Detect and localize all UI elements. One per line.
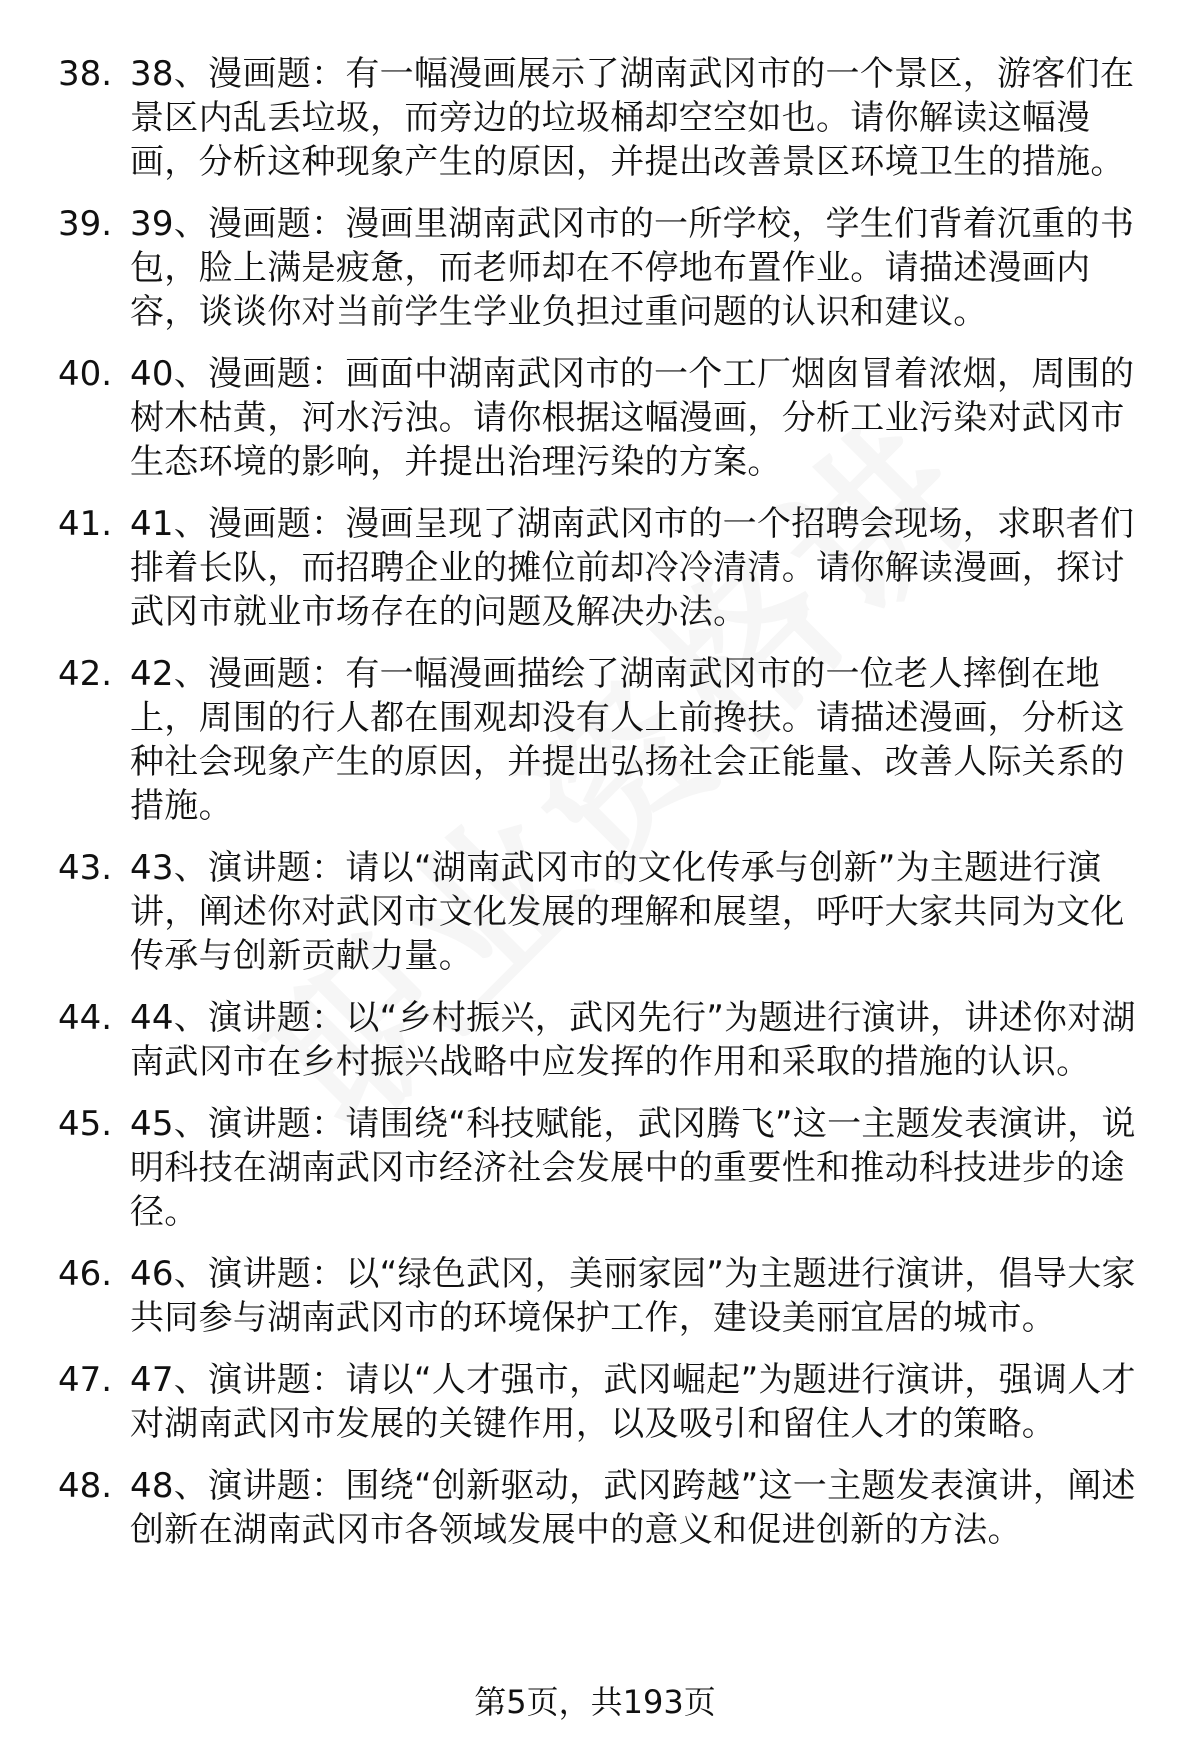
- question-number: 44.: [58, 998, 113, 1038]
- list-item-45: [0, 1102, 1190, 1234]
- question-number: 42.: [58, 654, 113, 694]
- list-item-44: [0, 996, 1190, 1084]
- question-text: 44、演讲题：以“乡村振兴，武冈先行”为题进行演讲，讲述你对湖南武冈市在乡村振兴战略中应发挥的作用和采取的措施的认识。: [130, 998, 1136, 1082]
- question-list: [0, 52, 1190, 1570]
- question-number: 43.: [58, 848, 113, 888]
- list-item-46: [0, 1252, 1190, 1340]
- question-text: 46、演讲题：以“绿色武冈，美丽家园”为主题进行演讲，倡导大家共同参与湖南武冈市的环境保护工作，建设美丽宜居的城市。: [130, 1254, 1136, 1338]
- page-number: 第5页，共193页: [474, 1683, 716, 1721]
- question-text: 42、漫画题：有一幅漫画描绘了湖南武冈市的一位老人摔倒在地上，周围的行人都在围观却没有人上前搀扶。请描述漫画，分析这种社会现象产生的原因，并提出弘扬社会正能量、改善人际关系的措施。: [130, 654, 1125, 826]
- question-text: 38、漫画题：有一幅漫画展示了湖南武冈市的一个景区，游客们在景区内乱丢垃圾，而旁边的垃圾桶却空空如也。请你解读这幅漫画，分析这种现象产生的原因，并提出改善景区环境卫生的措施。: [130, 54, 1135, 182]
- question-number: 47.: [58, 1360, 113, 1400]
- question-text: 41、漫画题：漫画呈现了湖南武冈市的一个招聘会现场，求职者们排着长队，而招聘企业的摊位前却冷冷清清。请你解读漫画，探讨武冈市就业市场存在的问题及解决办法。: [130, 504, 1135, 632]
- question-text: 47、演讲题：请以“人才强市，武冈崛起”为题进行演讲，强调人才对湖南武冈市发展的关键作用，以及吸引和留住人才的策略。: [130, 1360, 1136, 1444]
- list-item-39: [0, 202, 1190, 334]
- question-text: 45、演讲题：请围绕“科技赋能，武冈腾飞”这一主题发表演讲，说明科技在湖南武冈市经济社会发展中的重要性和推动科技进步的途径。: [130, 1104, 1136, 1232]
- question-number: 41.: [58, 504, 113, 544]
- question-text: 39、漫画题：漫画里湖南武冈市的一所学校，学生们背着沉重的书包，脸上满是疲惫，而老师却在不停地布置作业。请描述漫画内容，谈谈你对当前学生学业负担过重问题的认识和建议。: [130, 204, 1135, 332]
- question-number: 39.: [58, 204, 113, 244]
- list-item-43: [0, 846, 1190, 978]
- list-item-47: [0, 1358, 1190, 1446]
- question-number: 40.: [58, 354, 113, 394]
- list-item-42: [0, 652, 1190, 828]
- question-text: 40、漫画题：画面中湖南武冈市的一个工厂烟囱冒着浓烟，周围的树木枯黄，河水污浊。请你根据这幅漫画，分析工业污染对武冈市生态环境的影响，并提出治理污染的方案。: [130, 354, 1135, 482]
- question-number: 45.: [58, 1104, 113, 1144]
- question-text: 43、演讲题：请以“湖南武冈市的文化传承与创新”为主题进行演讲，阐述你对武冈市文化发展的理解和展望，呼吁大家共同为文化传承与创新贡献力量。: [130, 848, 1125, 976]
- list-item-41: [0, 502, 1190, 634]
- list-item-40: [0, 352, 1190, 484]
- question-number: 46.: [58, 1254, 113, 1294]
- question-number: 38.: [58, 54, 113, 94]
- question-number: 48.: [58, 1466, 113, 1506]
- question-text: 48、演讲题：围绕“创新驱动，武冈跨越”这一主题发表演讲，阐述创新在湖南武冈市各领域发展中的意义和促进创新的方法。: [130, 1466, 1136, 1550]
- list-item-38: [0, 52, 1190, 184]
- list-item-48: [0, 1464, 1190, 1552]
